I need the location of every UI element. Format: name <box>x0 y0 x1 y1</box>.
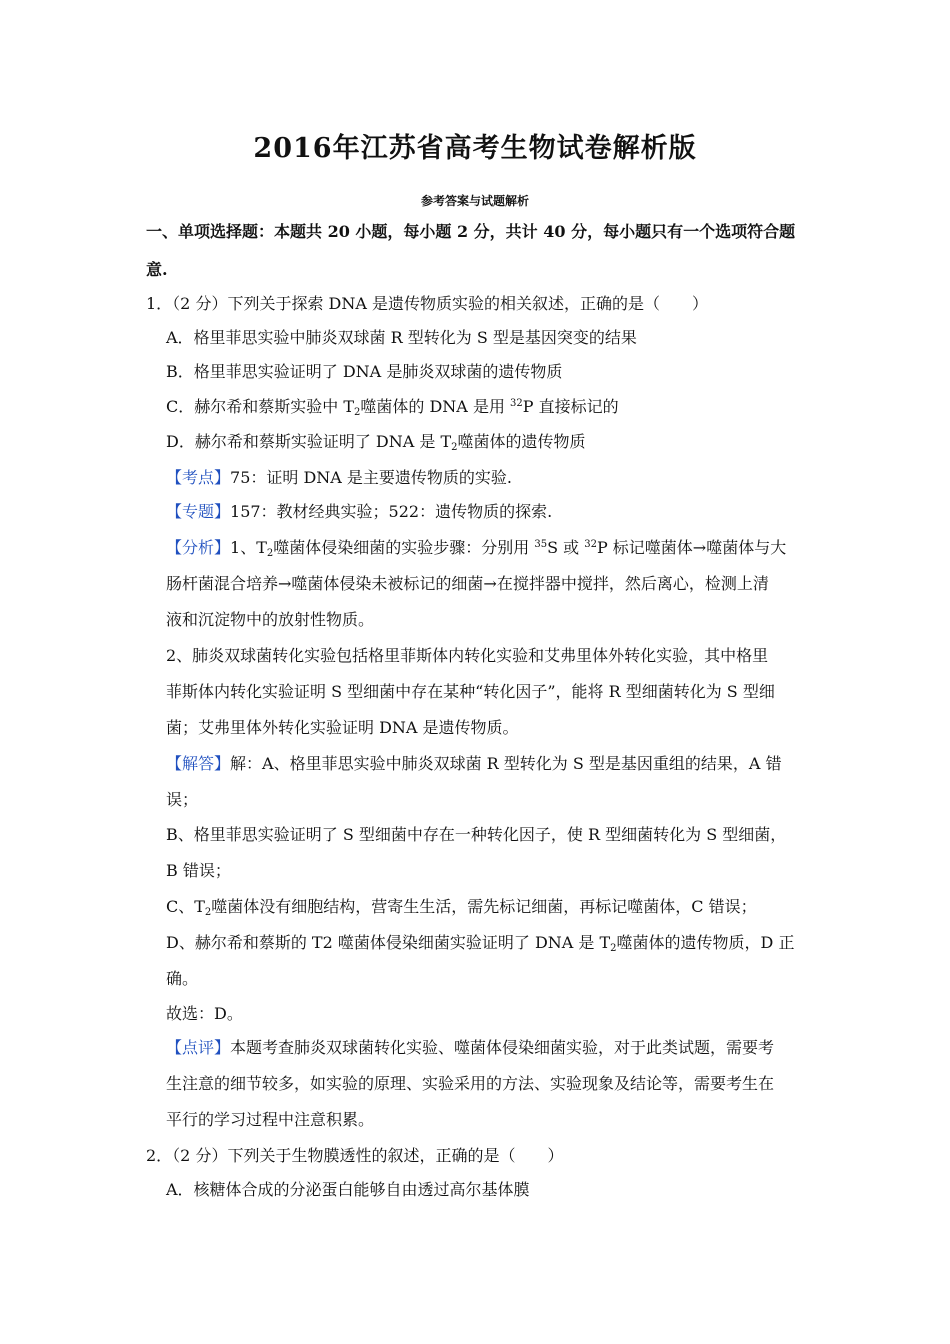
option-d <box>166 432 586 452</box>
superscript: 32 <box>584 539 597 550</box>
kaodian-tag: 【考点】 <box>166 468 231 487</box>
option-a: A．格里菲思实验中肺炎双球菌 R 型转化为 S 型是基因突变的结果 <box>166 328 637 347</box>
option-d-text: D．赫尔希和蔡斯实验证明了 DNA 是 T <box>166 432 452 451</box>
jieda-text: 解：A、格里菲思实验中肺炎双球菌 R 型转化为 S 型是基因重组的结果，A 错 <box>230 754 782 773</box>
option-c <box>166 397 619 417</box>
dianping-tag: 【点评】 <box>166 1038 231 1057</box>
fenxi-row <box>166 538 786 558</box>
subscript: 2 <box>354 407 361 418</box>
option-c-text: C．赫尔希和蔡斯实验中 T <box>166 397 355 416</box>
jieda-text: C、T <box>166 897 205 916</box>
zhuanti-text: 157：教材经典实验；522：遗传物质的探索. <box>230 502 553 521</box>
fenxi-tag: 【分析】 <box>166 538 231 557</box>
document-title: 2016年江苏省高考生物试卷解析版 <box>253 133 697 164</box>
section-heading-line: 意. <box>146 260 168 279</box>
fenxi-text: 1、T <box>230 538 267 557</box>
fenxi-line: 菲斯体内转化实验证明 S 型细菌中存在某种“转化因子”，能将 R 型细菌转化为 S 型细 <box>166 682 775 701</box>
jieda-line: 确。 <box>166 969 199 988</box>
option-c-text: P 直接标记的 <box>522 397 619 416</box>
answer-line: 故选：D。 <box>166 1004 243 1023</box>
fenxi-text: S 或 <box>547 538 585 557</box>
jieda-tag: 【解答】 <box>166 754 231 773</box>
subscript: 2 <box>266 548 274 559</box>
jieda-text: D、赫尔希和蔡斯的 T2 噬菌体侵染细菌实验证明了 DNA 是 T <box>166 933 611 952</box>
question-stem: 1．（2 分）下列关于探索 DNA 是遗传物质实验的相关叙述，正确的是（ ） <box>146 294 709 313</box>
dianping-text: 本题考查肺炎双球菌转化实验、噬菌体侵染细菌实验，对于此类试题，需要考 <box>230 1038 775 1057</box>
document-subtitle: 参考答案与试题解析 <box>420 194 529 208</box>
jieda-line: B、格里菲思实验证明了 S 型细菌中存在一种转化因子，使 R 型细菌转化为 S 型细菌， <box>166 825 787 844</box>
jieda-text: 噬菌体没有细胞结构，营寄生生活，需先标记细菌，再标记噬菌体，C 错误； <box>211 897 757 916</box>
dianping-line: 平行的学习过程中注意积累。 <box>166 1110 375 1129</box>
section-heading-line: 一、单项选择题：本题共 20 小题，每小题 2 分，共计 40 分，每小题只有一个选项符合题 <box>146 222 796 241</box>
fenxi-text: 噬菌体侵染细菌的实验步骤：分别用 <box>273 538 535 557</box>
zhuanti-tag: 【专题】 <box>166 502 231 521</box>
option-a: A．核糖体合成的分泌蛋白能够自由透过高尔基体膜 <box>166 1180 530 1199</box>
jieda-row <box>166 754 782 774</box>
jieda-line <box>166 933 794 953</box>
fenxi-line: 肠杆菌混合培养→噬菌体侵染未被标记的细菌→在搅拌器中搅拌，然后离心，检测上清 <box>166 574 769 593</box>
fenxi-text: P 标记噬菌体→噬菌体与大 <box>596 538 787 557</box>
jieda-line: B 错误； <box>166 861 231 880</box>
zhuanti-row <box>166 502 552 522</box>
fenxi-line: 液和沉淀物中的放射性物质。 <box>166 610 375 629</box>
subscript: 2 <box>610 943 617 954</box>
jieda-line <box>166 897 757 917</box>
option-b: B．格里菲思实验证明了 DNA 是肺炎双球菌的遗传物质 <box>166 362 563 381</box>
subscript: 2 <box>204 907 212 918</box>
subscript: 2 <box>451 442 458 453</box>
question-stem: 2．（2 分）下列关于生物膜透性的叙述，正确的是（ ） <box>146 1146 564 1165</box>
jieda-text: 噬菌体的遗传物质，D 正 <box>616 933 795 952</box>
kaodian-row <box>166 468 512 488</box>
superscript: 35 <box>534 539 548 550</box>
jieda-line: 误； <box>166 790 199 809</box>
superscript: 32 <box>510 398 523 409</box>
fenxi-line: 菌；艾弗里体外转化实验证明 DNA 是遗传物质。 <box>166 718 519 737</box>
dianping-row <box>166 1038 774 1058</box>
fenxi-line: 2、肺炎双球菌转化实验包括格里菲斯体内转化实验和艾弗里体外转化实验，其中格里 <box>166 646 769 665</box>
dianping-line: 生注意的细节较多，如实验的原理、实验采用的方法、实验现象及结论等，需要考生在 <box>166 1074 775 1093</box>
option-c-text: 噬菌体的 DNA 是用 <box>360 397 511 416</box>
option-d-text: 噬菌体的遗传物质 <box>457 432 586 451</box>
kaodian-text: 75：证明 DNA 是主要遗传物质的实验. <box>230 468 513 487</box>
